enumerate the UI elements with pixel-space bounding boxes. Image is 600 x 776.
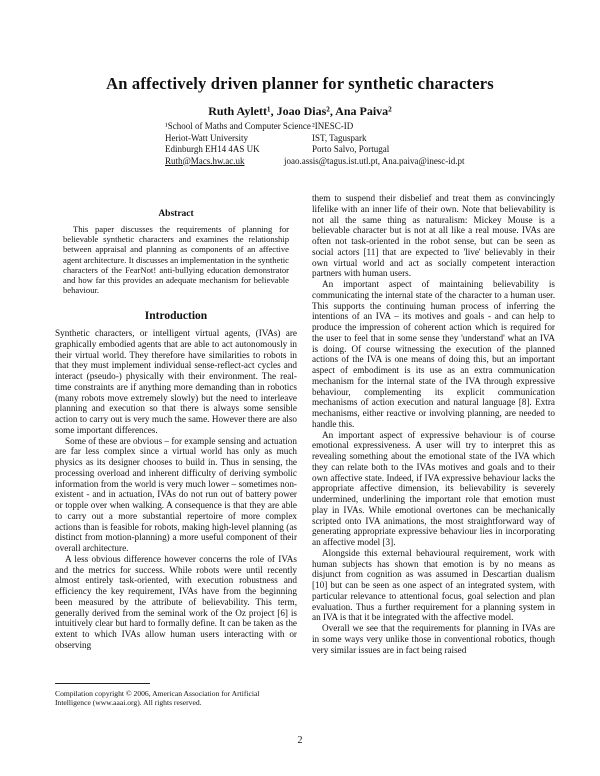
paragraph: Alongside this external behavioural requirement, work with human subjects has shown that emotion is by no means as disjunct from cognition as was assumed in Descartian dualism [10] but can be seen as one aspect of an integrated system, with particular relevance to attentional focus, goal selection and plan evaluation. Thus a further requirement for a planning system in an IVA is that it be integrated with the affective model. [312,547,555,623]
copyright-footnote: Compilation copyright © 2006, American Association for Artificial Intelligence (www.aaai.org). All rights reserved. [55,689,260,707]
author-list: Ruth Aylett¹, Joao Dias², Ana Paiva² [208,104,392,118]
right-column-body [312,193,555,655]
page-number: 2 [297,735,303,746]
introduction-heading: Introduction [144,310,208,322]
abstract-body [63,224,289,295]
paragraph: them to suspend their disbelief and treat them as convincingly lifelike with an inner life of their own. Note that believability is not all the same thing as naturalism: Mickey Mouse is a believable character but is not at all like a real mouse. IVAs are often not task-oriented in the robot sense, but can be seen as social actors [11] that are expected to 'live' believably in their own virtual world and act as socially competent interaction partners with human users. [312,193,555,279]
affiliation-line: Porto Salvo, Portugal [312,144,390,154]
introduction-body [55,328,297,651]
paragraph: Some of these are obvious – for example sensing and actuation are far less complex since a virtual world has only as much physics as its designer chooses to build in. Thus in sensing, the processing overload and inherent difficulty of deriving symbolic information from the world is very much lower – sometimes non-existent - and in actuation, IVAs do not run out of battery power or topple over when walking. A consequence is that they are able to carry out a more substantial repertoire of more complex actions than is feasible for robots, making high-level planning (as distinct from motion-planning) a more useful component of their overall architecture. [55,435,297,553]
email-link[interactable]: joao.assis@tagus.ist.utl.pt, Ana.paiva@inesc-id.pt [284,155,465,166]
email-link[interactable]: Ruth@Macs.hw.ac.uk [165,155,245,166]
paragraph: A less obvious difference however concerns the role of IVAs and the metrics for success. While robots were until recently almost entirely task-oriented, with execution robustness and efficiency the key requirement, IVAs have from the beginning been measured by the attribute of believability. This term, generally derived from the seminal work of the Oz project [6] is intuitively clear but hard to formally define. It can be taken as the extent to which IVAs allow human users interacting with or observing [55,553,297,650]
affiliation-line: Edinburgh EH14 4AS UK [165,144,260,154]
affiliation-line: IST, Taguspark [312,132,367,143]
affiliation-line: Heriot-Watt University [165,132,249,143]
paragraph: An important aspect of expressive behaviour is of course emotional expressiveness. A user will try to interpret this as revealing something about the emotional state of the IVA which they can relate both to the IVAs motives and goals and to their own affective state. Indeed, if IVA expressive behaviour lacks the appropriate affective dimension, its believability is severely undermined, underlining the important role that emotion must play in IVAs. While emotional overtones can be mechanically scripted onto IVA animations, the most straightforward way of generating appropriate expressive behaviour lies in incorporating an affective model [3]. [312,429,555,547]
paragraph: Synthetic characters, or intelligent virtual agents, (IVAs) are graphically embodied agents that are able to act autonomously in their virtual world. They therefore have similarities to robots in that they must implement individual sense-reflect-act cycles and interact (pseudo-) physically with their environment. The real-time constraints are if anything more demanding than in robotics (many robots move extremely slowly) but the need to interleave planning and execution so that there is always some sensible action to carry out is very much the same. However there are also some important differences. [55,328,297,435]
paper-title: An affectively driven planner for synthetic characters [106,74,494,93]
footnote-rule [55,683,150,684]
affiliation-line: ²INESC-ID [312,121,354,131]
paragraph: An important aspect of maintaining believability is communicating the internal state of the character to a human user. This supports the continuing human process of inferring the intentions of an IVA – its motives and goals - and can help to produce the impression of coherent action which is required for the user to feel that in some sense they 'understand' what an IVA is doing. Of course witnessing the execution of the planned actions of the IVA is one means of doing this, but an important aspect of embodiment is its use as an extra communication mechanism for the internal state of the IVA through expressive behaviour, complementing its explicit communication mechanisms of action execution and natural language [8]. Extra mechanisms, either reactive or involving planning, are needed to handle this. [312,279,555,429]
affiliation-line: ¹School of Maths and Computer Science [165,121,311,131]
abstract-text: This paper discusses the requirements of planning for believable synthetic characters and examines the relationship between appraisal and planning as components of an affective agent architecture. It discusses an implementation in the synthetic characters of the FearNot! anti-bullying education demonstrator and how far this provides an adequate mechanism for believable behaviour. [63,224,289,296]
abstract-heading: Abstract [158,209,194,219]
affiliation-right [312,121,389,156]
paragraph: Overall we see that the requirements for planning in IVAs are in some ways very unlike those in conventional robotics, though very similar issues are in fact being raised [312,623,555,655]
